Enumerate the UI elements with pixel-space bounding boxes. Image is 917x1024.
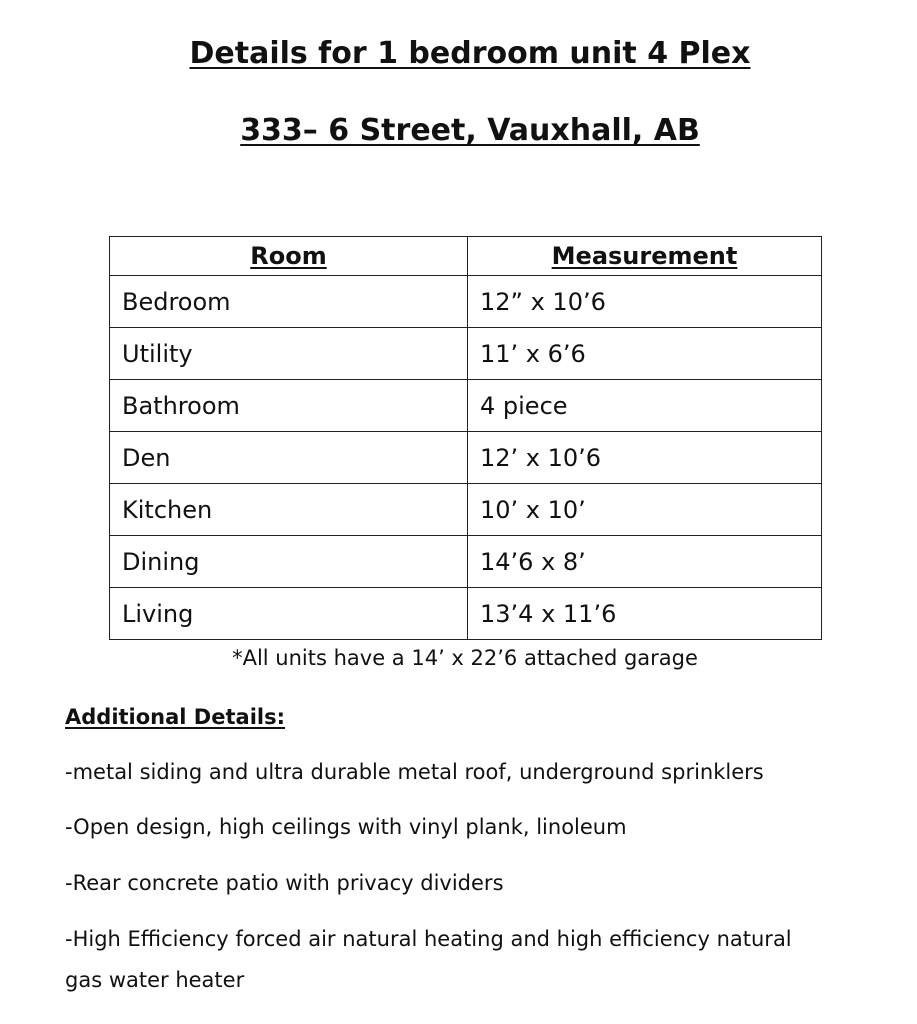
room-cell: Kitchen <box>110 484 468 536</box>
column-header-measurement: Measurement <box>468 237 822 276</box>
measurement-cell: 10’ x 10’ <box>468 484 822 536</box>
detail-item: -High Efficiency forced air natural heating and high efficiency natural <box>65 927 792 951</box>
room-cell: Dining <box>110 536 468 588</box>
table-row <box>110 588 822 640</box>
additional-details-heading: Additional Details: <box>65 705 285 729</box>
measurement-cell: 11’ x 6’6 <box>468 328 822 380</box>
table-row <box>110 432 822 484</box>
table-row <box>110 484 822 536</box>
room-measurements-table <box>109 236 822 640</box>
page-title: Details for 1 bedroom unit 4 Plex <box>189 36 751 71</box>
address-title: 333– 6 Street, Vauxhall, AB <box>240 113 700 148</box>
measurement-cell: 13’4 x 11’6 <box>468 588 822 640</box>
detail-item-continuation: gas water heater <box>65 968 245 992</box>
table-row <box>110 380 822 432</box>
measurement-cell: 14’6 x 8’ <box>468 536 822 588</box>
garage-footnote: *All units have a 14’ x 22’6 attached garage <box>232 646 698 670</box>
table-row <box>110 328 822 380</box>
detail-item: -Rear concrete patio with privacy dividers <box>65 871 504 895</box>
measurement-cell: 12” x 10’6 <box>468 276 822 328</box>
detail-item: -metal siding and ultra durable metal roof, underground sprinklers <box>65 760 764 784</box>
detail-item: -Open design, high ceilings with vinyl plank, linoleum <box>65 815 627 839</box>
room-cell: Den <box>110 432 468 484</box>
table-row <box>110 276 822 328</box>
room-cell: Utility <box>110 328 468 380</box>
table-header-row <box>110 237 822 276</box>
table-row <box>110 536 822 588</box>
room-cell: Bathroom <box>110 380 468 432</box>
room-cell: Bedroom <box>110 276 468 328</box>
room-cell: Living <box>110 588 468 640</box>
column-header-room: Room <box>110 237 468 276</box>
measurement-cell: 12’ x 10’6 <box>468 432 822 484</box>
measurement-cell: 4 piece <box>468 380 822 432</box>
